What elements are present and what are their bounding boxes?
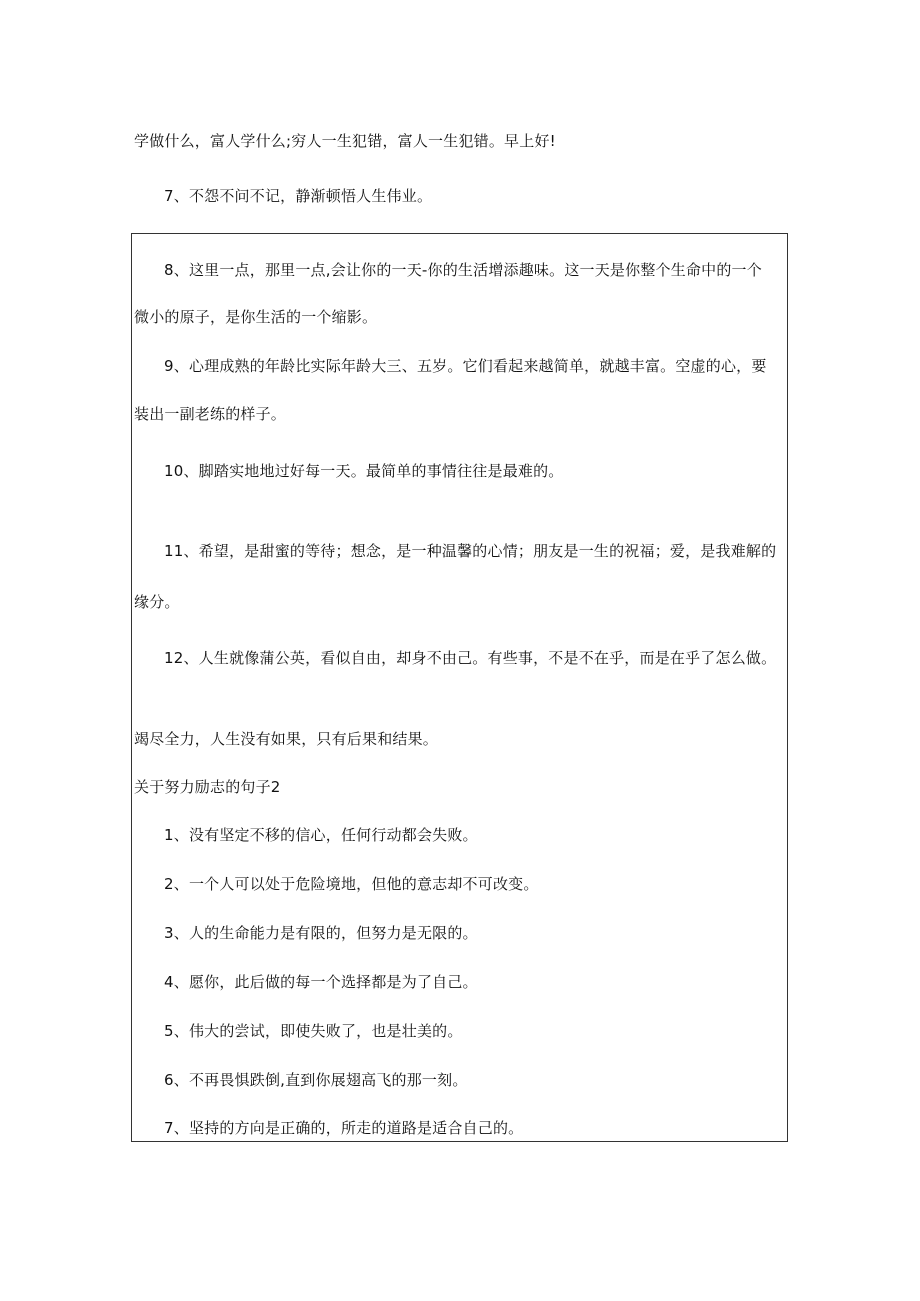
- list-item: 2、一个人可以处于危险境地，但他的意志却不可改变。: [164, 875, 539, 893]
- list-item: 5、伟大的尝试，即使失败了，也是壮美的。: [164, 1022, 463, 1040]
- list-item: 3、人的生命能力是有限的，但努力是无限的。: [164, 924, 478, 942]
- closing-sentence: 竭尽全力，人生没有如果，只有后果和结果。: [134, 730, 439, 748]
- list-item: 6、不再畏惧跌倒,直到你展翅高飞的那一刻。: [164, 1071, 468, 1089]
- list-item-10: 10、脚踏实地地过好每一天。最简单的事情往往是最难的。: [164, 462, 564, 480]
- list-item-9-line2: 装出一副老练的样子。: [134, 405, 287, 423]
- list-item-9-line1: 9、心理成熟的年龄比实际年龄大三、五岁。它们看起来越简单，就越丰富。空虚的心，要: [164, 357, 767, 375]
- list-item-12: 12、人生就像蒲公英，看似自由，却身不由己。有些事，不是不在乎，而是在乎了怎么做。: [164, 649, 777, 667]
- section-title: 关于努力励志的句子2: [134, 778, 281, 796]
- list-item: 1、没有坚定不移的信心，任何行动都会失败。: [164, 826, 478, 844]
- list-item: 4、愿你，此后做的每一个选择都是为了自己。: [164, 973, 478, 991]
- list-item-8-line2: 微小的原子，是你生活的一个缩影。: [134, 308, 378, 326]
- list-item-11-line2: 缘分。: [134, 593, 180, 611]
- list-item-8-line1: 8、这里一点，那里一点,会让你的一天-你的生活增添趣味。这一天是你整个生命中的一个: [164, 261, 762, 279]
- list-item-11-line1: 11、希望，是甜蜜的等待；想念，是一种温馨的心情；朋友是一生的祝福；爱，是我难解的: [164, 542, 777, 560]
- list-item: 7、坚持的方向是正确的，所走的道路是适合自己的。: [164, 1119, 524, 1137]
- paragraph-continuation: 学做什么，富人学什么;穷人一生犯错，富人一生犯错。早上好!: [134, 132, 556, 150]
- list-item-7-top: 7、不怨不问不记，静渐顿悟人生伟业。: [164, 187, 433, 205]
